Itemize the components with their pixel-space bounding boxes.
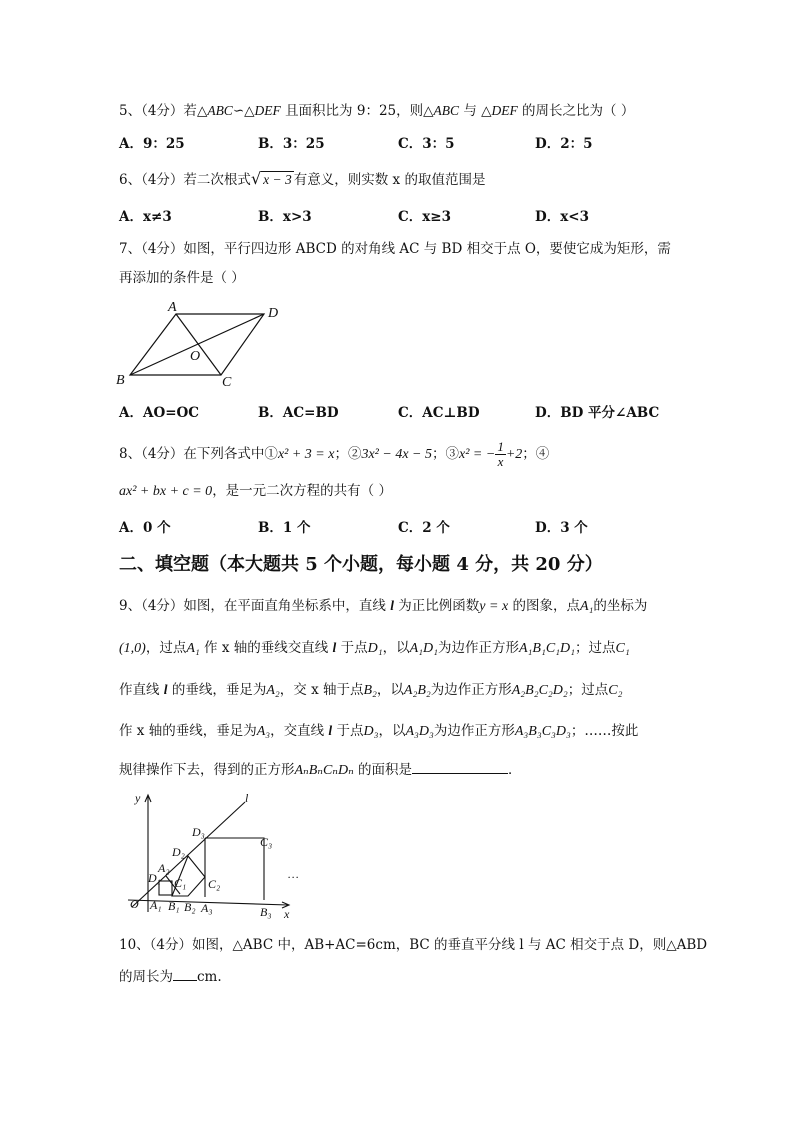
label-o: O: [190, 349, 201, 364]
q8-option-a[interactable]: A．0 个: [119, 520, 171, 536]
q5-stem: 5、（4分）若△ABC∽△DEF 且面积比为 9：25，则△ABC 与 △DEF 的周长之比为（ ）: [119, 103, 635, 119]
label-b3: B₃: [260, 905, 272, 919]
label-d1: D₁: [148, 871, 161, 885]
q9-line3: 作直线 l 的垂线，垂足为A₂，交 x 轴于点B₂，以A₂B₂为边作正方形A₂B₂C₂D₂；过点C₂: [119, 682, 623, 698]
q10-answer-blank[interactable]: [173, 966, 197, 981]
diagonal-bd: [130, 314, 264, 375]
q6-option-a[interactable]: A．x≠3: [119, 209, 172, 225]
q7-option-b[interactable]: B．AC=BD: [258, 405, 339, 421]
q9-answer-blank[interactable]: [412, 759, 508, 774]
label-b2: B₂: [184, 900, 196, 914]
label-d3: D₃: [192, 825, 205, 839]
q6-stem: 6、（4分）若二次根式√ x − 3 有意义，则实数 x 的取值范围是: [119, 169, 486, 188]
diagonal-ac: [176, 314, 221, 375]
q9-line2: (1,0)，过点A₁ 作 x 轴的垂线交直线 l 于点D₁，以A₁D₁为边作正方形A₁B₁C₁D₁；过点C₁: [119, 640, 630, 656]
q6-option-c[interactable]: C．x≥3: [398, 209, 451, 225]
q7-option-c[interactable]: C．AC⊥BD: [398, 405, 480, 421]
q9-line4: 作 x 轴的垂线，垂足为A₃，交直线 l 于点D₃，以A₃D₃为边作正方形A₃B₃C₃D₃；……按此: [119, 723, 639, 739]
q7-stem-line2: 再添加的条件是（ ）: [119, 270, 245, 286]
q7-option-d[interactable]: D．BD 平分∠ABC: [535, 405, 660, 421]
q9-coordinate-figure: [118, 790, 308, 920]
label-c1: C₁: [174, 876, 187, 890]
q5-option-d[interactable]: D．2：5: [535, 136, 593, 152]
q10-line1: 10、（4分）如图，△ABC 中，AB+AC=6cm，BC 的垂直平分线 l 与 AC 相交于点 D，则△ABD: [119, 937, 708, 953]
q8-stem-line1: 8、（4分）在下列各式中①x² + 3 = x；②3x² − 4x − 5；③x² = − $\frac{1}{x}$ +2；④: [119, 439, 550, 469]
label-c: C: [222, 375, 232, 390]
q5-option-b[interactable]: B．3：25: [258, 136, 325, 152]
label-a1: A₁: [150, 898, 162, 912]
label-b1: B₁: [168, 899, 180, 913]
label-a3: A₃: [201, 901, 213, 915]
label-y: y: [135, 791, 141, 805]
label-b: B: [116, 373, 125, 388]
q8-option-c[interactable]: C．2 个: [398, 520, 450, 536]
q7-option-a[interactable]: A．AO=OC: [119, 405, 200, 421]
square-1: [159, 881, 172, 895]
label-l: l: [245, 791, 249, 805]
q5-option-a[interactable]: A．9：25: [119, 136, 185, 152]
label-a: A: [168, 300, 177, 315]
q6-option-b[interactable]: B．x>3: [258, 209, 312, 225]
q5-option-c[interactable]: C．3：5: [398, 136, 455, 152]
q10-line2: 的周长为 cm.: [119, 966, 222, 987]
q7-stem-line1: 7、（4分）如图，平行四边形 ABCD 的对角线 AC 与 BD 相交于点 O，要使它成为矩形，需: [119, 241, 671, 257]
label-x: x: [284, 907, 290, 920]
label-o: O: [130, 897, 139, 911]
q9-line5: 规律操作下去，得到的正方形AₙBₙCₙDₙ 的面积是 ．: [119, 759, 522, 781]
label-a2: A₂: [158, 861, 170, 875]
q9-line1: 9、（4分）如图，在平面直角坐标系中，直线 l 为正比例函数y = x 的图象，点A₁的坐标为: [119, 598, 648, 614]
label-c2: C₂: [208, 877, 221, 891]
q8-option-b[interactable]: B．1 个: [258, 520, 311, 536]
label-c3: C₃: [260, 835, 273, 849]
q6-option-d[interactable]: D．x<3: [535, 209, 589, 225]
label-d2: D₂: [172, 845, 185, 859]
section-2-title: 二、填空题（本大题共 5 个小题，每小题 4 分，共 20 分）: [119, 554, 603, 575]
label-ellipsis: …: [288, 867, 299, 881]
q8-stem-line2: ax² + bx + c = 0，是一元二次方程的共有（ ）: [119, 483, 392, 499]
label-d: D: [268, 306, 279, 321]
q7-parallelogram-figure: [110, 298, 290, 393]
q8-option-d[interactable]: D．3 个: [535, 520, 588, 536]
line-l: [132, 802, 245, 907]
